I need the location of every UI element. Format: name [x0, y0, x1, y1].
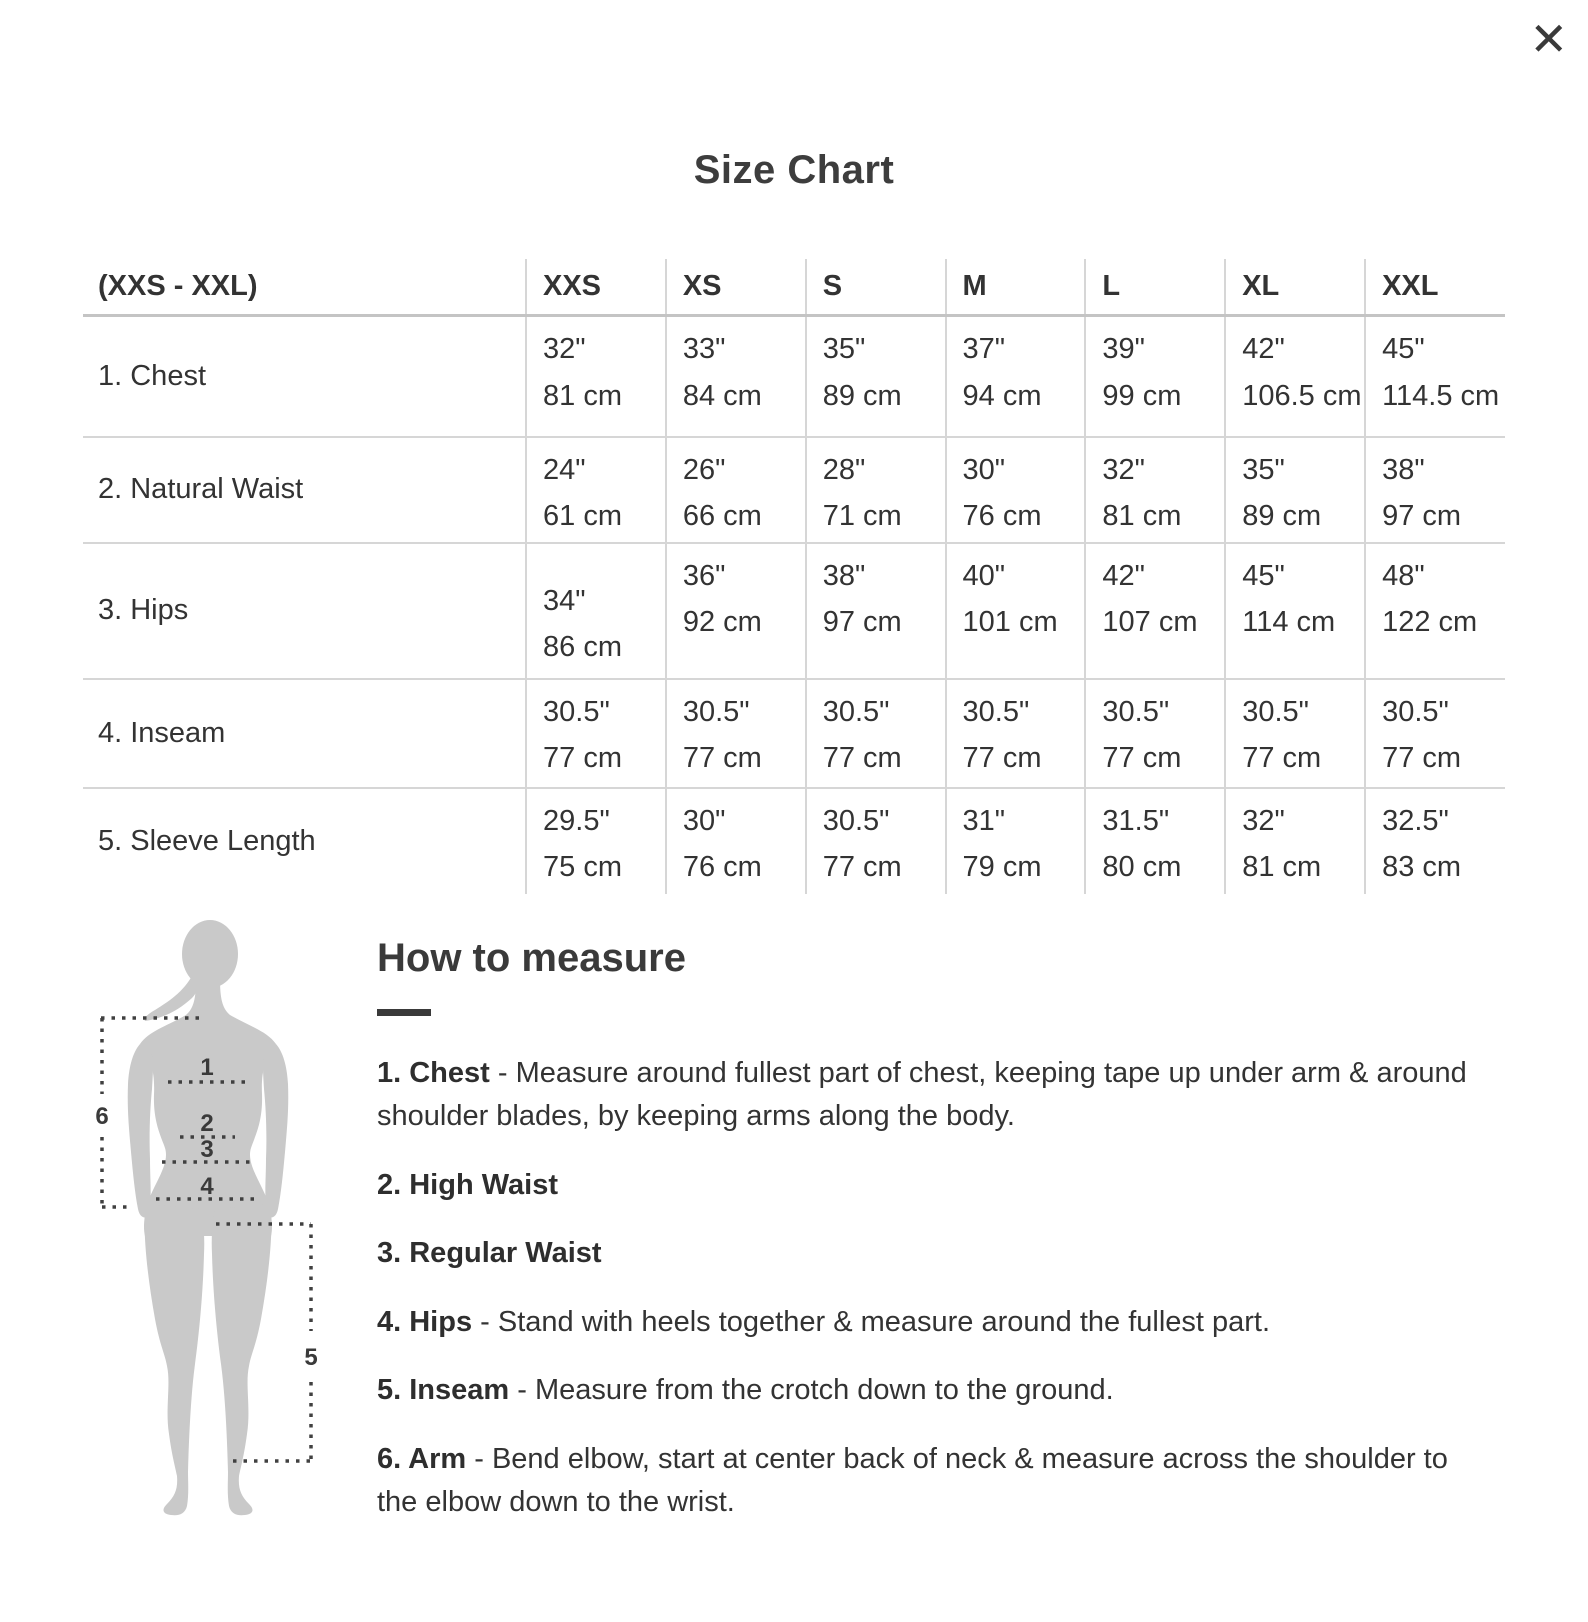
value-inches: 31"	[962, 804, 1006, 837]
table-row	[83, 679, 1505, 788]
size-cell	[806, 788, 946, 894]
value-cm: 101 cm	[962, 606, 1058, 639]
instruction-label: 4. Hips	[377, 1305, 473, 1338]
value-cm: 77 cm	[682, 742, 762, 775]
value-inches: 30.5"	[1102, 695, 1170, 728]
instruction-text: - Measure around fullest part of chest, keeping tape up under arm & around shoulder blades, by keeping arms along the body.	[377, 1056, 1467, 1132]
row-label: 1. Chest	[98, 359, 206, 392]
column-header-xxl: XXL	[1365, 259, 1505, 316]
how-to-measure-content	[377, 894, 1505, 1550]
value-inches: 38"	[1382, 453, 1425, 486]
size-cell	[1225, 679, 1365, 788]
size-cell	[1365, 543, 1505, 679]
table-row	[83, 316, 1505, 437]
value-cm: 81 cm	[1242, 851, 1322, 884]
value-inches: 42"	[1102, 559, 1145, 592]
value-cm: 89 cm	[1242, 500, 1322, 533]
instruction-text: - Bend elbow, start at center back of neck & measure across the shoulder to the elbow down to the wrist.	[377, 1442, 1448, 1518]
table-header-row	[83, 259, 1505, 316]
value-cm: 77 cm	[543, 742, 622, 775]
size-cell	[1085, 679, 1225, 788]
value-cm: 81 cm	[543, 379, 622, 412]
value-inches: 48"	[1382, 559, 1425, 592]
size-cell	[1365, 437, 1505, 543]
size-cell	[946, 679, 1086, 788]
instruction-text: - Stand with heels together & measure around the fullest part.	[472, 1305, 1271, 1338]
value-inches: 30.5"	[543, 695, 610, 728]
value-inches: 40"	[962, 559, 1006, 592]
instruction-label: 6. Arm	[377, 1442, 467, 1475]
value-cm: 75 cm	[543, 851, 622, 884]
value-inches: 31.5"	[1102, 804, 1170, 837]
value-inches: 35"	[822, 333, 866, 365]
body-silhouette	[128, 920, 289, 1515]
size-chart-table	[83, 259, 1505, 894]
value-inches: 32.5"	[1382, 804, 1449, 837]
row-label: 4. Inseam	[83, 679, 526, 788]
size-cell	[526, 679, 666, 788]
size-cell	[526, 437, 666, 543]
value-cm: 99 cm	[1102, 379, 1182, 412]
value-cm: 77 cm	[962, 742, 1042, 775]
heading-underline	[377, 1009, 431, 1016]
column-header-m: M	[946, 259, 1086, 316]
page-title: Size Chart	[693, 148, 895, 192]
value-inches: 39"	[1102, 333, 1145, 365]
value-cm: 66 cm	[682, 500, 762, 533]
value-cm: 76 cm	[962, 500, 1042, 533]
value-cm: 97 cm	[822, 606, 902, 639]
value-inches: 29.5"	[543, 804, 610, 837]
instruction-label: 1. Chest	[377, 1056, 490, 1089]
size-cell	[806, 543, 946, 679]
instruction-item	[377, 1052, 1467, 1139]
size-cell	[1365, 788, 1505, 894]
size-cell	[806, 679, 946, 788]
size-cell	[946, 788, 1086, 894]
value-inches: 32"	[1102, 453, 1145, 486]
column-header-size-range: (XXS - XXL)	[83, 259, 526, 316]
instruction-label: 2. High Waist	[377, 1168, 558, 1201]
size-cell	[666, 679, 806, 788]
value-inches: 30.5"	[822, 695, 890, 728]
value-inches: 37"	[962, 333, 1006, 365]
figure-marker-5: 5	[304, 1343, 318, 1371]
value-inches: 45"	[1382, 333, 1425, 365]
value-cm: 89 cm	[822, 379, 902, 412]
size-cell	[526, 316, 666, 437]
figure-marker-3: 3	[200, 1135, 214, 1163]
value-inches: 38"	[822, 559, 866, 592]
value-inches: 24"	[543, 453, 586, 486]
value-inches: 30.5"	[962, 695, 1030, 728]
size-cell	[1225, 437, 1365, 543]
value-cm: 71 cm	[822, 500, 902, 533]
size-cell	[1085, 788, 1225, 894]
column-header-l: L	[1085, 259, 1225, 316]
value-inches: 26"	[682, 453, 726, 486]
value-inches: 28"	[822, 453, 866, 486]
instruction-item	[377, 1438, 1467, 1525]
size-cell	[1365, 679, 1505, 788]
instruction-text: - Measure from the crotch down to the ground.	[509, 1374, 1114, 1406]
figure-marker-4: 4	[200, 1172, 214, 1200]
row-label: 5. Sleeve Length	[83, 788, 526, 894]
size-cell	[526, 543, 666, 679]
figure-marker-6: 6	[95, 1102, 109, 1130]
value-cm: 114 cm	[1242, 606, 1336, 639]
body-silhouette-svg	[83, 894, 333, 1534]
size-cell	[1365, 316, 1505, 437]
value-cm: 81 cm	[1102, 500, 1182, 533]
value-inches: 45"	[1242, 559, 1285, 592]
value-inches: 35"	[1242, 453, 1285, 486]
value-cm: 92 cm	[682, 606, 762, 639]
row-label: 3. Hips	[83, 543, 526, 679]
size-cell	[526, 788, 666, 894]
value-cm: 94 cm	[962, 379, 1042, 412]
size-cell	[666, 543, 806, 679]
value-cm: 86 cm	[543, 631, 622, 664]
size-cell	[806, 316, 946, 437]
value-inches: 42"	[1242, 333, 1285, 365]
value-inches: 33"	[682, 333, 726, 365]
how-to-measure-section	[83, 894, 1505, 1550]
value-cm: 79 cm	[962, 851, 1042, 884]
value-cm: 77 cm	[1242, 742, 1322, 775]
close-icon: ✕	[1529, 12, 1568, 66]
table-row	[83, 437, 1505, 543]
figure-marker-2: 2	[200, 1109, 214, 1137]
instruction-label: 5. Inseam	[377, 1374, 510, 1406]
value-cm: 97 cm	[1382, 500, 1462, 533]
size-cell	[1085, 543, 1225, 679]
instruction-label: 3. Regular Waist	[377, 1237, 602, 1269]
value-inches: 30.5"	[1382, 695, 1449, 728]
table-row	[83, 543, 1505, 679]
size-cell	[946, 543, 1086, 679]
size-cell	[1085, 316, 1225, 437]
close-button[interactable]	[1523, 10, 1574, 68]
value-cm: 107 cm	[1102, 606, 1198, 639]
measurement-figure	[83, 894, 333, 1550]
value-cm: 122 cm	[1382, 606, 1478, 639]
table-row	[83, 788, 1505, 894]
value-cm: 77 cm	[1382, 742, 1462, 775]
instruction-item	[377, 1369, 1467, 1413]
value-inches: 30.5"	[1242, 695, 1309, 728]
size-cell	[1225, 316, 1365, 437]
value-cm: 61 cm	[543, 500, 622, 533]
value-inches: 36"	[682, 559, 726, 592]
value-cm: 77 cm	[1102, 742, 1182, 775]
how-to-measure-title: How to measure	[377, 935, 686, 980]
column-header-s: S	[806, 259, 946, 316]
size-cell	[1225, 543, 1365, 679]
column-header-xs: XS	[666, 259, 806, 316]
value-inches: 30.5"	[822, 804, 890, 837]
value-cm: 83 cm	[1382, 851, 1462, 884]
value-cm: 77 cm	[822, 851, 902, 884]
value-inches: 32"	[543, 333, 586, 365]
value-cm: 84 cm	[682, 379, 762, 412]
size-cell	[806, 437, 946, 543]
column-header-xl: XL	[1225, 259, 1365, 316]
size-cell	[666, 788, 806, 894]
value-cm: 114.5 cm	[1382, 379, 1500, 412]
value-cm: 106.5 cm	[1242, 379, 1362, 412]
value-cm: 77 cm	[822, 742, 902, 775]
instruction-item	[377, 1232, 1467, 1276]
size-cell	[666, 316, 806, 437]
size-cell	[1225, 788, 1365, 894]
value-inches: 32"	[1242, 804, 1285, 837]
row-label: 2. Natural Waist	[83, 437, 526, 543]
value-inches: 30.5"	[682, 695, 750, 728]
value-inches: 30"	[682, 804, 726, 837]
size-cell	[666, 437, 806, 543]
size-cell	[946, 316, 1086, 437]
instructions-list	[377, 1052, 1505, 1525]
value-cm: 76 cm	[682, 851, 762, 884]
size-cell	[946, 437, 1086, 543]
value-cm: 80 cm	[1102, 851, 1182, 884]
figure-marker-1: 1	[200, 1053, 214, 1081]
instruction-item	[377, 1301, 1467, 1345]
column-header-xxs: XXS	[526, 259, 666, 316]
instruction-item	[377, 1164, 1467, 1208]
value-inches: 30"	[962, 453, 1006, 486]
value-inches: 34"	[543, 584, 586, 617]
size-cell	[1085, 437, 1225, 543]
